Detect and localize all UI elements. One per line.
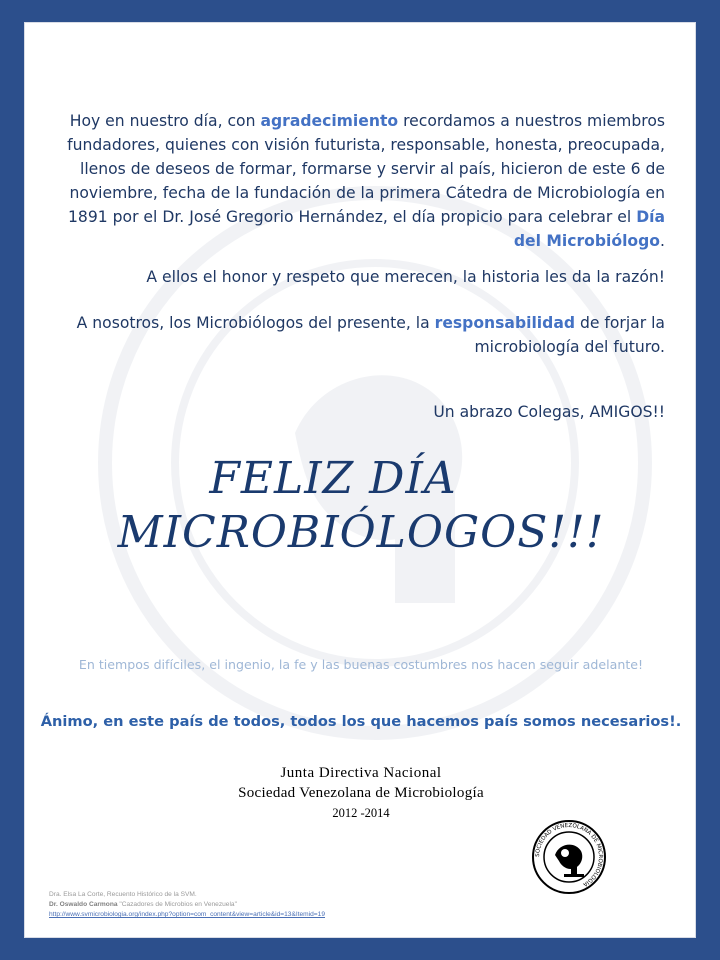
reference-2 <box>49 900 549 910</box>
highlight-dia-del-microbiologo: Día del Microbiólogo <box>513 208 665 250</box>
highlight-responsabilidad: responsabilidad <box>434 314 575 332</box>
paragraph-responsibility-text-1: A nosotros, los Microbiólogos del presente, la <box>76 314 435 332</box>
references <box>49 890 549 920</box>
reference-link[interactable]: http://www.svmicrobiologia.org/index.php?option=com_content&view=article&id=13&Itemid=19 <box>49 911 325 918</box>
signature-society: Sociedad Venezolana de Microbiología <box>238 785 484 801</box>
seal-text: SOCIEDAD VENEZOLANA DE MICROBIOLOGIA <box>534 822 604 888</box>
signature-board: Junta Directiva Nacional <box>280 765 442 781</box>
reference-2-title: "Cazadores de Microbios en Venezuela" <box>117 901 237 908</box>
paragraph-responsibility-text-2: de forjar la microbiología del futuro. <box>474 314 665 356</box>
paragraph-founders-text-1: Hoy en nuestro día, con <box>69 112 261 130</box>
headline-line-1: FELIZ DÍA <box>209 453 457 504</box>
paragraph-honor: A ellos el honor y respeto que merecen, la historia les da la razón! <box>146 268 665 286</box>
paragraph-founders <box>65 109 665 253</box>
paragraph-founders-text-2: recordamos a nuestros miembros fundadores, quienes con visión futurista, responsable, honesta, preocupada, llenos de deseos de formar, formarse y servir al país, hicieron de este 6 de noviembre, fecha de la fundación de la primera Cátedra de Microbiología en 1891 por el Dr. José Gregorio Hernández, el día propicio para celebrar el <box>67 112 665 226</box>
reference-2-author: Dr. Oswaldo Carmona <box>49 901 118 908</box>
animo-text: Ánimo, en este país de todos, todos los que hacemos país somos necesarios!. <box>40 713 682 730</box>
reference-1: Dra. Elsa La Corte, Recuento Histórico de la SVM. <box>49 891 197 898</box>
letter-page <box>24 22 696 938</box>
motto-text: En tiempos difíciles, el ingenio, la fe y las buenas costumbres nos hacen seguir adelante! <box>78 657 644 672</box>
society-seal-icon <box>531 819 607 895</box>
signature-period: 2012 -2014 <box>332 806 390 820</box>
paragraph-responsibility <box>65 311 665 359</box>
highlight-agradecimiento: agradecimiento <box>260 112 399 130</box>
paragraph-greeting: Un abrazo Colegas, AMIGOS!! <box>433 403 665 421</box>
headline-line-2: MICROBIÓLOGOS!!! <box>117 507 605 558</box>
paragraph-founders-text-3: . <box>660 232 665 250</box>
